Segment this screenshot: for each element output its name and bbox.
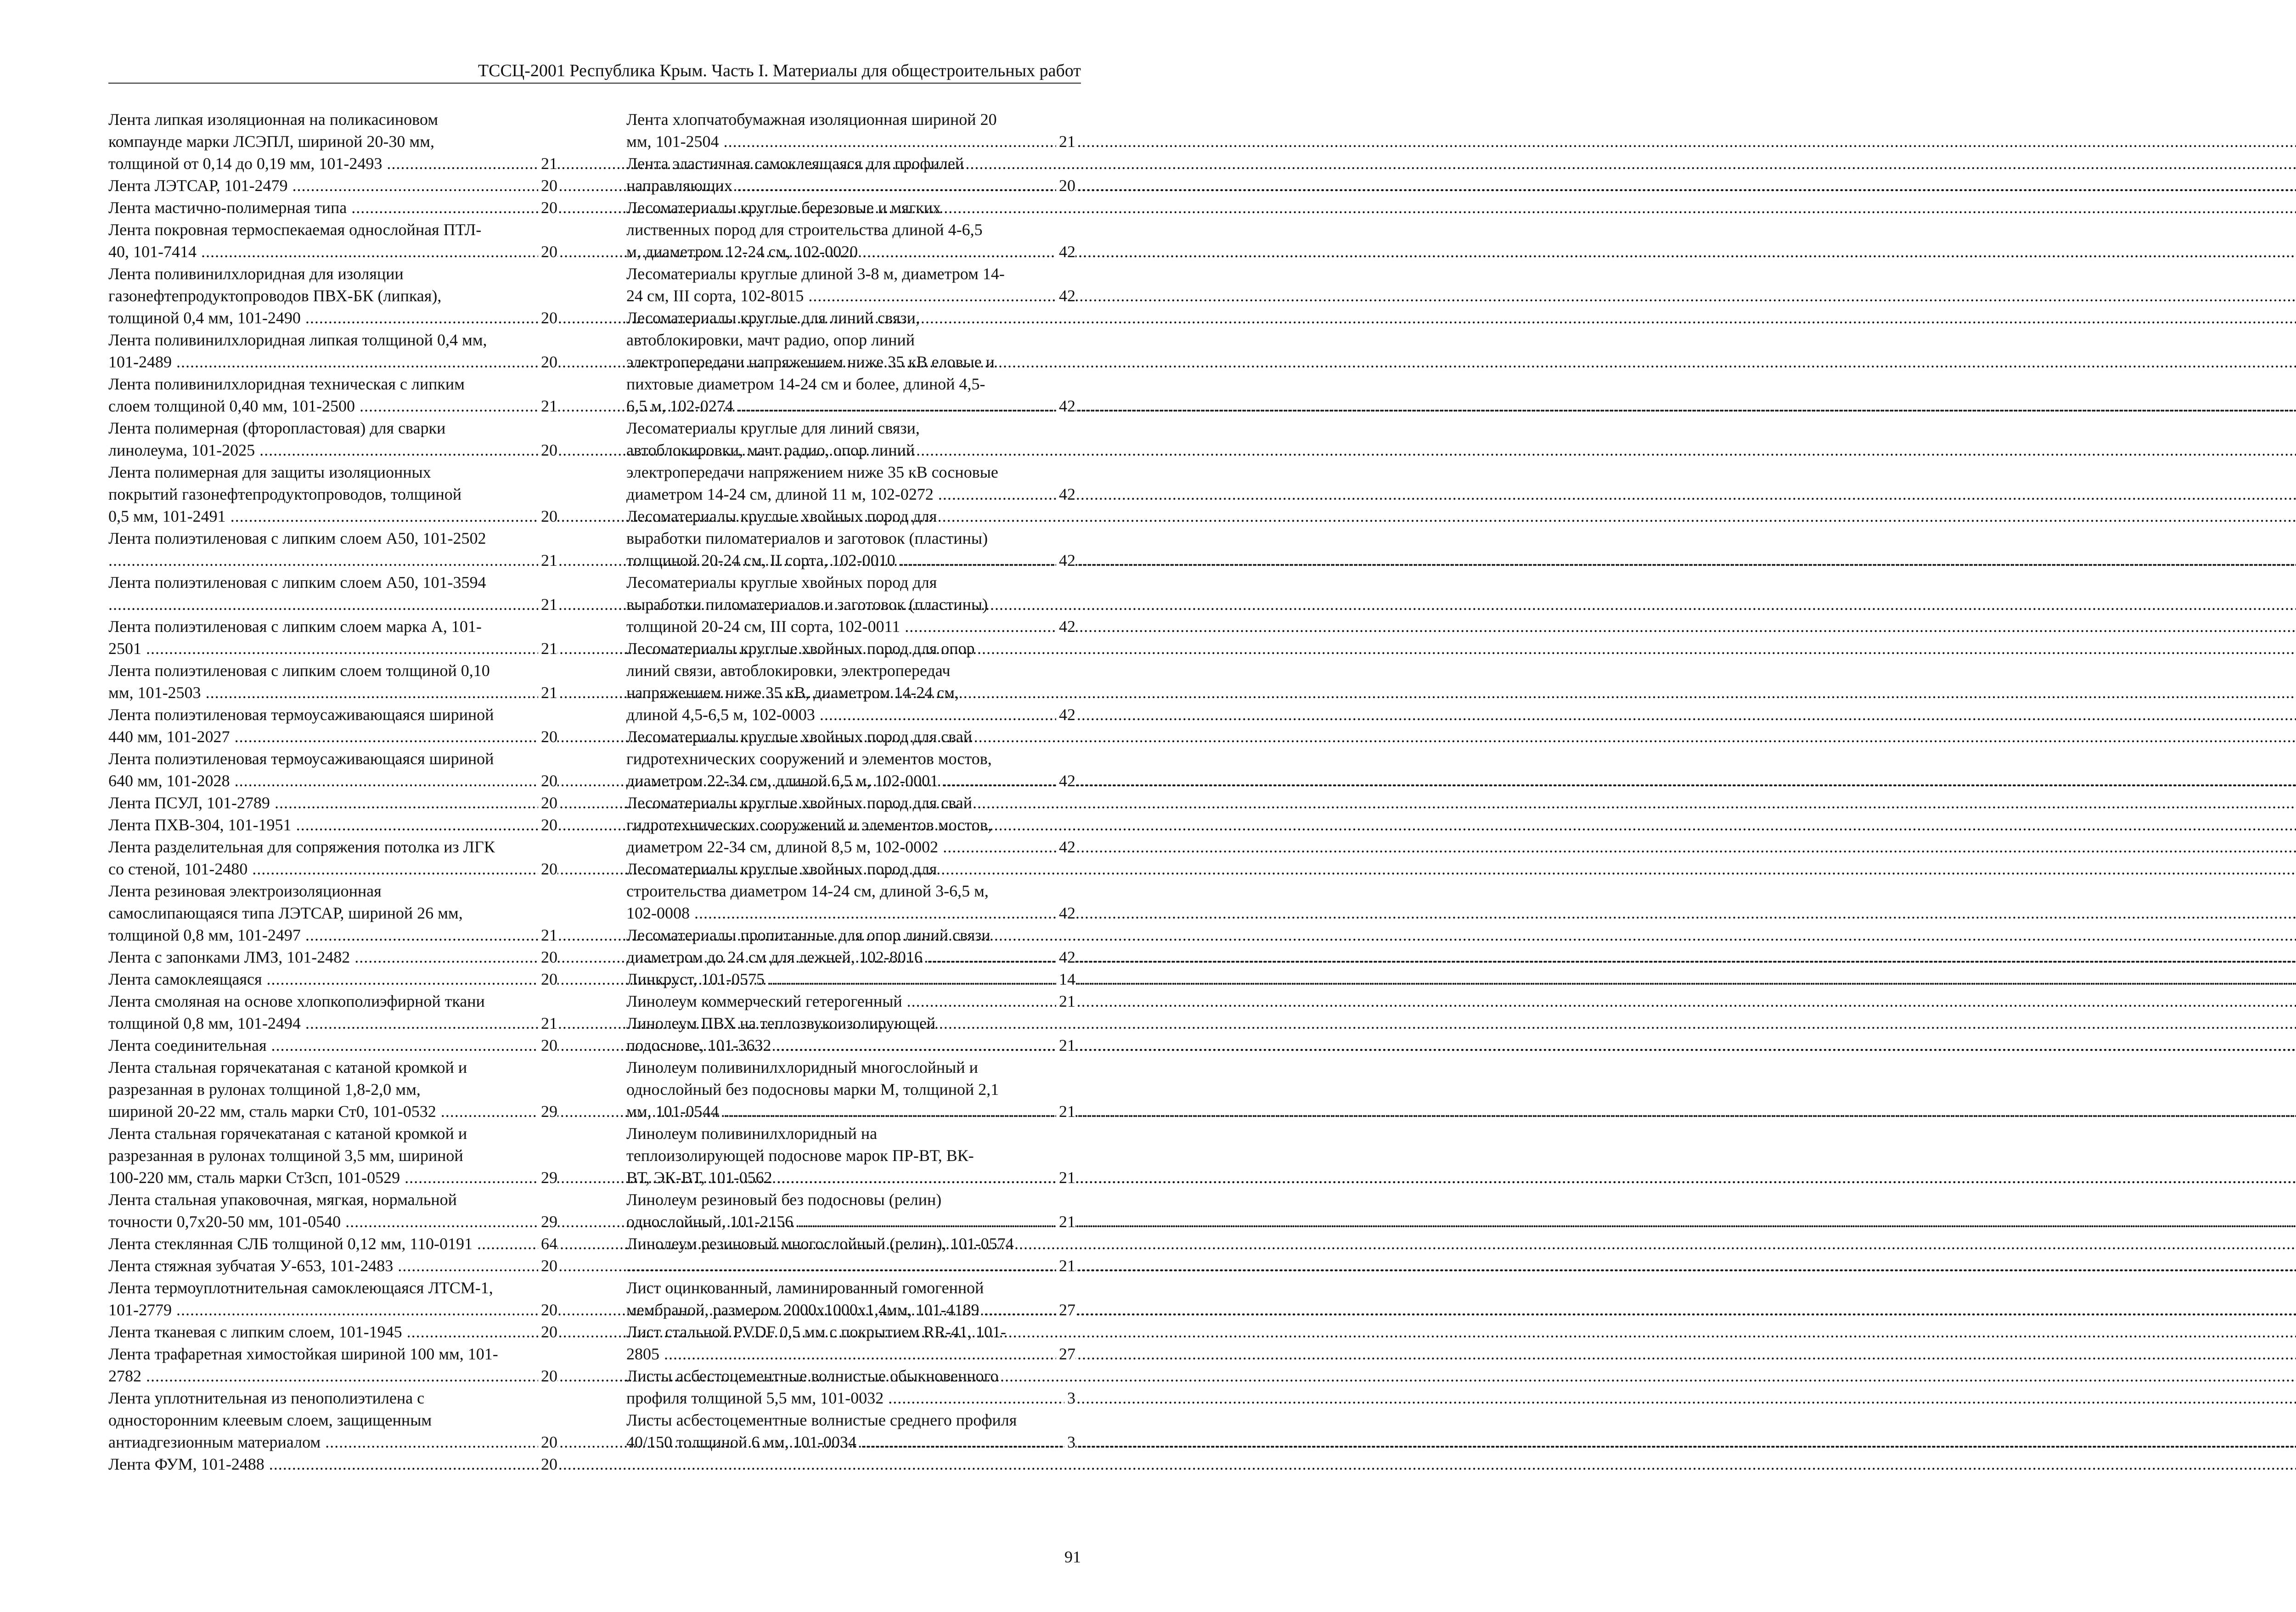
entry-line: выработки пиломатериалов и заготовок (пластины): [626, 595, 988, 614]
entry-page-number: 21: [538, 549, 557, 571]
entry-page-number: 14: [1056, 968, 1075, 990]
entry-page-number: 27: [1056, 1299, 1075, 1321]
entry-line: Лесоматериалы круглые березовые и мягких: [626, 198, 941, 217]
index-entry: [108, 197, 557, 219]
index-entry: [108, 1189, 557, 1233]
entry-line: Линолеум резиновый многослойный (релин), 101-0574: [626, 1234, 1014, 1253]
entry-line: Лесоматериалы круглые хвойных пород для: [626, 507, 937, 525]
entry-last-line: 40/150 толщиной 6 мм, 101-0034 .....: [646, 1431, 1075, 1453]
index-entry: [108, 175, 557, 197]
entry-last-line: [128, 549, 557, 571]
index-entry: [626, 1012, 1075, 1056]
entry-line: Лента стальная упаковочная, мягкая, нормальной: [108, 1190, 457, 1209]
entry-last-line: толщиной от 0,14 до 0,19 мм, 101-2493 .....: [128, 152, 557, 175]
index-entry: [626, 924, 1075, 968]
entry-page-number: 20: [538, 351, 557, 373]
entry-page-number: 42: [1056, 241, 1075, 263]
entry-last-line: 101-2489 .....: [128, 351, 557, 373]
entry-line: Лесоматериалы круглые длиной 3-8 м, диаметром 14-: [626, 265, 1005, 283]
entry-line: Лесоматериалы круглые хвойных пород для: [626, 573, 937, 592]
entry-last-line: мм, 101-2503 .....: [128, 682, 557, 704]
index-entry: [108, 329, 557, 373]
index-entry: [626, 152, 1075, 197]
entry-page-number: 20: [538, 726, 557, 748]
entry-line: Лента полиэтиленовая с липким слоем А50, 101-3594: [108, 573, 486, 592]
entry-line: Лента стальная горячекатаная с катаной кромкой и: [108, 1058, 467, 1077]
entry-last-line: 102-0008 .....: [646, 902, 1075, 924]
entry-line: Лента полимерная (фторопластовая) для сварки: [108, 419, 446, 437]
entry-last-line: направляющих .....: [646, 175, 1075, 197]
entry-page-number: 20: [538, 858, 557, 880]
entry-last-line: диаметром 22-34 см, длиной 6,5 м, 102-0001 .....: [646, 770, 1075, 792]
entry-line: Лист стальной PVDF 0,5 мм с покрытием RR-41, 101-: [626, 1323, 1007, 1341]
entry-page-number: 20: [538, 968, 557, 990]
index-entry: [626, 307, 1075, 417]
entry-page-number: 42: [1056, 770, 1075, 792]
index-entry: [108, 417, 557, 461]
entry-line: Лента смоляная на основе хлопкополиэфирной ткани: [108, 992, 485, 1010]
entry-line: однослойный без подосновы марки М, толщиной 2,1: [626, 1080, 999, 1099]
entry-line: Лента полиэтиленовая с липким слоем А50, 101-2502: [108, 529, 486, 547]
entry-last-line: толщиной 0,4 мм, 101-2490 .....: [128, 307, 557, 329]
entry-page-number: 42: [1056, 902, 1075, 924]
entry-page-number: 20: [538, 1034, 557, 1056]
entry-last-line: [128, 593, 557, 615]
entry-page-number: 20: [538, 241, 557, 263]
index-entry: [108, 108, 557, 175]
entry-line: Лента липкая изоляционная на поликасиновом: [108, 110, 439, 129]
entry-line: Лента хлопчатобумажная изоляционная шириной 20: [626, 110, 997, 129]
entry-line: Лента стальная горячекатаная с катаной кромкой и: [108, 1124, 467, 1143]
entry-last-line: толщиной 20-24 см, III сорта, 102-0011 .....: [646, 615, 1075, 637]
entry-line: автоблокировки, мачт радио, опор линий: [626, 331, 915, 349]
index-entry: [108, 659, 557, 704]
entry-line: Лента поливинилхлоридная техническая с липким: [108, 375, 465, 393]
entry-page-number: 21: [538, 593, 557, 615]
entry-page-number: 20: [538, 197, 557, 219]
entry-line: Лесоматериалы круглые хвойных пород для опор: [626, 639, 975, 658]
entry-page-number: 21: [538, 1012, 557, 1034]
entry-line: Лента термоуплотнительная самоклеющаяся ЛТСМ-1,: [108, 1279, 493, 1297]
entry-line: электропередачи напряжением ниже 35 кВ еловые и: [626, 353, 995, 371]
page-header: [108, 59, 1081, 84]
entry-last-line: 2501 .....: [128, 637, 557, 659]
index-entry: [626, 1233, 1075, 1277]
index-entry: [626, 571, 1075, 637]
entry-page-number: 21: [538, 637, 557, 659]
entry-line: автоблокировки, мачт радио, опор линий: [626, 441, 915, 459]
index-entry: [108, 1343, 557, 1387]
entry-line: Лесоматериалы круглые хвойных пород для свай: [626, 727, 973, 746]
entry-last-line: Лента с запонками ЛМЗ, 101-2482 .....: [128, 946, 557, 968]
entry-page-number: 29: [538, 1211, 557, 1233]
entry-last-line: Лента стяжная зубчатая У-653, 101-2483 .....: [128, 1255, 557, 1277]
entry-last-line: однослойный, 101-2156 .....: [646, 1211, 1075, 1233]
entry-last-line: профиля толщиной 5,5 мм, 101-0032 .....: [646, 1387, 1075, 1409]
entry-last-line: точности 0,7x20-50 мм, 101-0540 .....: [128, 1211, 557, 1233]
entry-page-number: 42: [1056, 549, 1075, 571]
entry-page-number: 21: [1056, 130, 1075, 152]
entry-line: Линолеум резиновый без подосновы (релин): [626, 1190, 942, 1209]
entry-page-number: 20: [538, 1453, 557, 1475]
index-entry: [626, 637, 1075, 726]
entry-last-line: подоснове, 101-3632 .....: [646, 1034, 1075, 1056]
entry-line: компаунде марки ЛСЭПЛ, шириной 20-30 мм,: [108, 132, 434, 151]
entry-page-number: 42: [1056, 615, 1075, 637]
index-entry: [626, 1321, 1075, 1365]
entry-line: Лента полиэтиленовая с липким слоем марка А, 101-: [108, 617, 482, 636]
entry-last-line: мм, 101-0544 .....: [646, 1100, 1075, 1122]
entry-last-line: слоем толщиной 0,40 мм, 101-2500 .....: [128, 395, 557, 417]
entry-page-number: 3: [1064, 1387, 1075, 1409]
entry-last-line: толщиной 0,8 мм, 101-2497 .....: [128, 924, 557, 946]
index-entry: [108, 571, 557, 615]
entry-page-number: 20: [538, 175, 557, 197]
entry-page-number: 21: [1056, 1034, 1075, 1056]
entry-line: Лесоматериалы круглые хвойных пород для свай: [626, 794, 973, 812]
index-entry: [626, 968, 1075, 990]
entry-last-line: Лента соединительная .....: [128, 1034, 557, 1056]
entry-page-number: 64: [538, 1233, 557, 1255]
entry-page-number: 42: [1056, 836, 1075, 858]
entry-page-number: 21: [538, 152, 557, 175]
index-entry: [108, 880, 557, 946]
entry-line: Лента эластичная самоклеящаяся для профилей: [626, 154, 964, 173]
index-entry: [626, 108, 1075, 152]
entry-last-line: 640 мм, 101-2028 .....: [128, 770, 557, 792]
entry-line: Лист оцинкованный, ламинированный гомогенной: [626, 1279, 984, 1297]
entry-page-number: 42: [1056, 704, 1075, 726]
entry-line: разрезанная в рулонах толщиной 1,8-2,0 мм,: [108, 1080, 421, 1099]
entry-last-line: 101-2779 .....: [128, 1299, 557, 1321]
entry-last-line: 24 см, III сорта, 102-8015 .....: [646, 285, 1075, 307]
index-entry: [108, 946, 557, 968]
entry-page-number: 20: [538, 814, 557, 836]
entry-page-number: 20: [538, 505, 557, 527]
entry-line: выработки пиломатериалов и заготовок (пластины): [626, 529, 988, 547]
entry-page-number: 27: [1056, 1343, 1075, 1365]
entry-line: Лента резиновая электроизоляционная: [108, 882, 382, 900]
entry-page-number: 29: [538, 1100, 557, 1122]
index-column-left: [108, 108, 557, 1475]
document-title: ТССЦ-2001 Республика Крым. Часть I. Материалы для общестроительных работ: [478, 61, 1081, 80]
entry-last-line: Лента ПХВ-304, 101-1951 .....: [128, 814, 557, 836]
entry-line: Линолеум ПВХ на теплозвукоизолирующей: [626, 1014, 936, 1032]
entry-line: гидротехнических сооружений и элементов мостов,: [626, 816, 992, 834]
entry-line: линий связи, автоблокировки, электропередач: [626, 661, 951, 680]
entry-last-line: Лента стеклянная СЛБ толщиной 0,12 мм, 110-0191 .....: [128, 1233, 557, 1255]
entry-line: Лесоматериалы пропитанные для опор линий связи: [626, 926, 990, 944]
entry-last-line: Лента ПСУЛ, 101-2789 .....: [128, 792, 557, 814]
entry-page-number: 21: [1056, 1100, 1075, 1122]
entry-page-number: 20: [1056, 175, 1075, 197]
entry-line: Лента разделительная для сопряжения потолка из ЛГК: [108, 838, 495, 856]
entry-last-line: толщиной 20-24 см, II сорта, 102-0010 .....: [646, 549, 1075, 571]
entry-page-number: 20: [538, 1365, 557, 1387]
entry-page-number: 20: [538, 792, 557, 814]
index-entry: [108, 1122, 557, 1189]
entry-last-line: Линкруст, 101-0575 .....: [646, 968, 1075, 990]
entry-last-line: со стеной, 101-2480 .....: [128, 858, 557, 880]
index-entry: [108, 1277, 557, 1321]
entry-line: Листы асбестоцементные волнистые среднего профиля: [626, 1411, 1017, 1429]
entry-last-line: 2782 .....: [128, 1365, 557, 1387]
entry-page-number: 20: [538, 1321, 557, 1343]
index-entry: [108, 1056, 557, 1122]
index-entry: [626, 858, 1075, 924]
index-entry: [108, 1233, 557, 1255]
index-entry: [626, 792, 1075, 858]
index-entry: [626, 1056, 1075, 1122]
index-entry: [626, 505, 1075, 571]
entry-page-number: 21: [1056, 1167, 1075, 1189]
index-entry: [108, 968, 557, 990]
entry-last-line: 2805 .....: [646, 1343, 1075, 1365]
entry-line: покрытий газонефтепродуктопроводов, толщиной: [108, 485, 462, 503]
entry-line: Лента покровная термоспекаемая однослойная ПТЛ-: [108, 220, 482, 239]
index-entry: [626, 197, 1075, 263]
entry-line: гидротехнических сооружений и элементов мостов,: [626, 750, 992, 768]
entry-line: Лента поливинилхлоридная для изоляции: [108, 265, 404, 283]
entry-last-line: 40, 101-7414 .....: [128, 241, 557, 263]
entry-page-number: 21: [538, 924, 557, 946]
entry-line: пихтовые диаметром 14-24 см и более, длиной 4,5-: [626, 375, 985, 393]
page-number: 91: [1064, 1548, 1081, 1566]
entry-last-line: Лента ФУМ, 101-2488 .....: [128, 1453, 557, 1475]
entry-line: односторонним клеевым слоем, защищенным: [108, 1411, 432, 1429]
entry-last-line: м, диаметром 12-24 см, 102-0020 .....: [646, 241, 1075, 263]
entry-last-line: антиадгезионным материалом .....: [128, 1431, 557, 1453]
entry-line: Лента полиэтиленовая с липким слоем толщиной 0,10: [108, 661, 490, 680]
entry-last-line: Лента мастично-полимерная типа .....: [128, 197, 557, 219]
entry-line: газонефтепродуктопроводов ПВХ-БК (липкая),: [108, 287, 442, 305]
index-entry: [108, 1034, 557, 1056]
entry-last-line: ВТ, ЭК-ВТ, 101-0562 .....: [646, 1167, 1075, 1189]
entry-last-line: 100-220 мм, сталь марки Ст3сп, 101-0529 .....: [128, 1167, 557, 1189]
index-entry: [626, 1365, 1075, 1409]
entry-line: Лента полиэтиленовая термоусаживающаяся шириной: [108, 705, 494, 724]
entry-line: Лента уплотнительная из пенополиэтилена с: [108, 1389, 425, 1407]
index-entry: [108, 615, 557, 659]
entry-page-number: 20: [538, 307, 557, 329]
entry-line: Лесоматериалы круглые хвойных пород для: [626, 860, 937, 878]
index-entry: [626, 1409, 1075, 1453]
entry-page-number: 20: [538, 1431, 557, 1453]
entry-page-number: 21: [538, 395, 557, 417]
index-entry: [626, 1122, 1075, 1189]
index-entry: [626, 417, 1075, 505]
index-entry: [108, 704, 557, 748]
entry-page-number: 3: [1064, 1431, 1075, 1453]
entry-line: Линолеум поливинилхлоридный многослойный и: [626, 1058, 978, 1077]
index-entry: [108, 836, 557, 880]
entry-line: строительства диаметром 14-24 см, длиной 3-6,5 м,: [626, 882, 989, 900]
entry-line: Листы асбестоцементные волнистые обыкновенного: [626, 1367, 999, 1385]
entry-page-number: 20: [538, 1299, 557, 1321]
entry-line: самослипающаяся типа ЛЭТСАР, шириной 26 мм,: [108, 904, 463, 922]
index-entry: [108, 219, 557, 263]
index-entry: [626, 726, 1075, 792]
entry-last-line: Лента тканевая с липким слоем, 101-1945 .....: [128, 1321, 557, 1343]
index-entry: [626, 263, 1075, 307]
entry-line: Лесоматериалы круглые для линий связи,: [626, 309, 920, 327]
entry-line: напряжением ниже 35 кВ, диаметром 14-24 см,: [626, 683, 959, 702]
index-entry: [108, 990, 557, 1034]
entry-line: Лента поливинилхлоридная липкая толщиной 0,4 мм,: [108, 331, 487, 349]
index-entry: [108, 461, 557, 527]
entry-last-line: линолеума, 101-2025 .....: [128, 439, 557, 461]
entry-page-number: 20: [538, 770, 557, 792]
entry-page-number: 42: [1056, 483, 1075, 505]
index-entry: [626, 990, 1075, 1012]
entry-line: Лента трафаретная химостойкая шириной 100 мм, 101-: [108, 1345, 498, 1363]
index-entry: [108, 527, 557, 571]
entry-page-number: 42: [1056, 946, 1075, 968]
entry-last-line: диаметром до 24 см для лежней, 102-8016 .....: [646, 946, 1075, 968]
index-entry: [108, 1387, 557, 1453]
entry-line: теплоизолирующей подоснове марок ПР-ВТ, ВК-: [626, 1146, 974, 1165]
entry-last-line: Лента самоклеящаяся .....: [128, 968, 557, 990]
entry-last-line: [646, 1255, 1075, 1277]
entry-page-number: 20: [538, 1255, 557, 1277]
entry-last-line: длиной 4,5-6,5 м, 102-0003 .....: [646, 704, 1075, 726]
entry-last-line: шириной 20-22 мм, сталь марки Ст0, 101-0532 .....: [128, 1100, 557, 1122]
entry-last-line: Лента ЛЭТСАР, 101-2479 .....: [128, 175, 557, 197]
entry-line: Лесоматериалы круглые для линий связи,: [626, 419, 920, 437]
entry-page-number: 21: [1056, 1211, 1075, 1233]
entry-last-line: диаметром 14-24 см, длиной 11 м, 102-0272 .....: [646, 483, 1075, 505]
index-entry: [108, 1321, 557, 1343]
index-column-right: [626, 108, 1075, 1453]
entry-last-line: 440 мм, 101-2027 .....: [128, 726, 557, 748]
index-entry: [108, 1255, 557, 1277]
entry-page-number: 20: [538, 439, 557, 461]
index-entry: [626, 1277, 1075, 1321]
entry-last-line: Линолеум коммерческий гетерогенный .....: [646, 990, 1075, 1012]
entry-line: лиственных пород для строительства длиной 4-6,5: [626, 220, 983, 239]
entry-page-number: 21: [1056, 990, 1075, 1012]
entry-page-number: 42: [1056, 285, 1075, 307]
index-entry: [626, 1189, 1075, 1233]
index-entry: [108, 263, 557, 329]
entry-page-number: 29: [538, 1167, 557, 1189]
entry-last-line: мембраной, размером 2000x1000x1,4мм, 101-4189 .....: [646, 1299, 1075, 1321]
index-entry: [108, 792, 557, 814]
index-entry: [108, 1453, 557, 1475]
entry-line: Лента полиэтиленовая термоусаживающаяся шириной: [108, 750, 494, 768]
entry-page-number: 21: [1056, 1255, 1075, 1277]
index-entry: [108, 373, 557, 417]
entry-line: Линолеум поливинилхлоридный на: [626, 1124, 878, 1143]
entry-last-line: 0,5 мм, 101-2491 .....: [128, 505, 557, 527]
entry-last-line: толщиной 0,8 мм, 101-2494 .....: [128, 1012, 557, 1034]
entry-page-number: 21: [538, 682, 557, 704]
entry-page-number: 42: [1056, 395, 1075, 417]
entry-last-line: мм, 101-2504 .....: [646, 130, 1075, 152]
entry-line: электропередачи напряжением ниже 35 кВ сосновые: [626, 463, 998, 481]
index-entry: [108, 814, 557, 836]
index-entry: [108, 748, 557, 792]
entry-line: разрезанная в рулонах толщиной 3,5 мм, шириной: [108, 1146, 463, 1165]
entry-last-line: 6,5 м, 102-0274 .....: [646, 395, 1075, 417]
entry-last-line: диаметром 22-34 см, длиной 8,5 м, 102-0002 .....: [646, 836, 1075, 858]
entry-page-number: 20: [538, 946, 557, 968]
entry-line: Лента полимерная для защиты изоляционных: [108, 463, 431, 481]
